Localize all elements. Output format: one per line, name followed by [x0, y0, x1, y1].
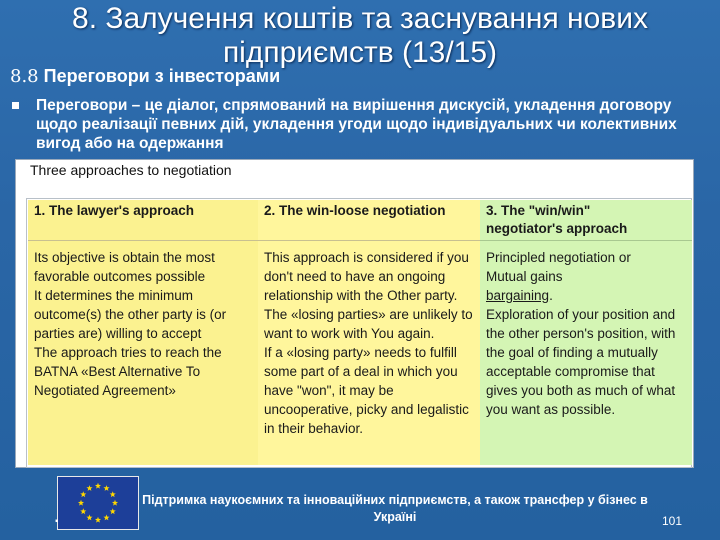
- eu-star: [112, 500, 118, 506]
- bullet-point: [10, 96, 700, 158]
- slide-title: 8. Залучення коштів та заснування нових підприємств (13/15): [72, 2, 648, 69]
- column-body: [486, 248, 686, 419]
- column-body: This approach is considered if you don't need to have an ongoing relationship with the Other party. The «losing parties» are unlikely to want to work with You again. If a «losing party» needs to fulfill some part of a deal in which you have "won", it may be uncooperative, picky and legalistic in their behavior.: [264, 250, 473, 436]
- eu-stars-icon: [58, 477, 138, 529]
- eu-star: [95, 517, 101, 523]
- slide-footer: [0, 470, 720, 540]
- column-heading: 3. The "win/win" negotiator's approach: [480, 202, 692, 241]
- subtitle-number: 8.8: [10, 66, 39, 87]
- negotiation-approaches-figure: [15, 159, 694, 468]
- square-bullet-icon: [12, 102, 19, 109]
- column-body-start: Principled negotiation or Mutual gains: [486, 250, 631, 284]
- eu-star: [80, 491, 86, 497]
- footer-text: Підтримка наукоємних та інноваційних підприємств, а також трансфер у бізнес в Україні: [142, 493, 648, 524]
- subtitle-text: Переговори з інвесторами: [43, 66, 281, 86]
- column-body-underlined: bargaining: [486, 288, 550, 303]
- eu-star: [103, 515, 109, 521]
- approach-column-win-loose: [258, 200, 480, 465]
- bullet-text: Переговори – це діалог, спрямований на вирішення дискусій, укладення договору щодо реалізації певних дій, укладення угоди щодо індивідуальних чи колективних вигод або на одержання: [36, 97, 677, 152]
- approach-column-lawyer: [28, 200, 258, 465]
- approach-column-win-win: [480, 200, 692, 465]
- figure-title: Three approaches to negotiation: [30, 162, 232, 178]
- eu-star: [86, 515, 92, 521]
- column-body: Its objective is obtain the most favorable outcomes possible It determines the minimum outcome(s) the other party is (or parties are) willing to accept The approach tries to reach the BATNA «Best Alternative To Negotiated Agreement»: [34, 250, 227, 398]
- eu-star: [80, 508, 86, 514]
- eu-star: [110, 508, 116, 514]
- column-body-end: . Exploration of your position and the other person's position, with the goal of finding a mutually acceptable compromise that gives you both as much of what you want as possible.: [486, 288, 676, 417]
- section-subtitle: [10, 66, 280, 87]
- eu-star: [110, 491, 116, 497]
- column-heading: 1. The lawyer's approach: [28, 202, 258, 241]
- eu-star: [103, 485, 109, 491]
- column-heading: 2. The win-loose negotiation: [258, 202, 480, 241]
- eu-flag-icon: [57, 476, 139, 530]
- page-number: 101: [662, 514, 683, 528]
- eu-star: [86, 485, 92, 491]
- eu-star: [95, 483, 101, 489]
- eu-star: [78, 500, 84, 506]
- footer-dot: ▪: [55, 516, 59, 527]
